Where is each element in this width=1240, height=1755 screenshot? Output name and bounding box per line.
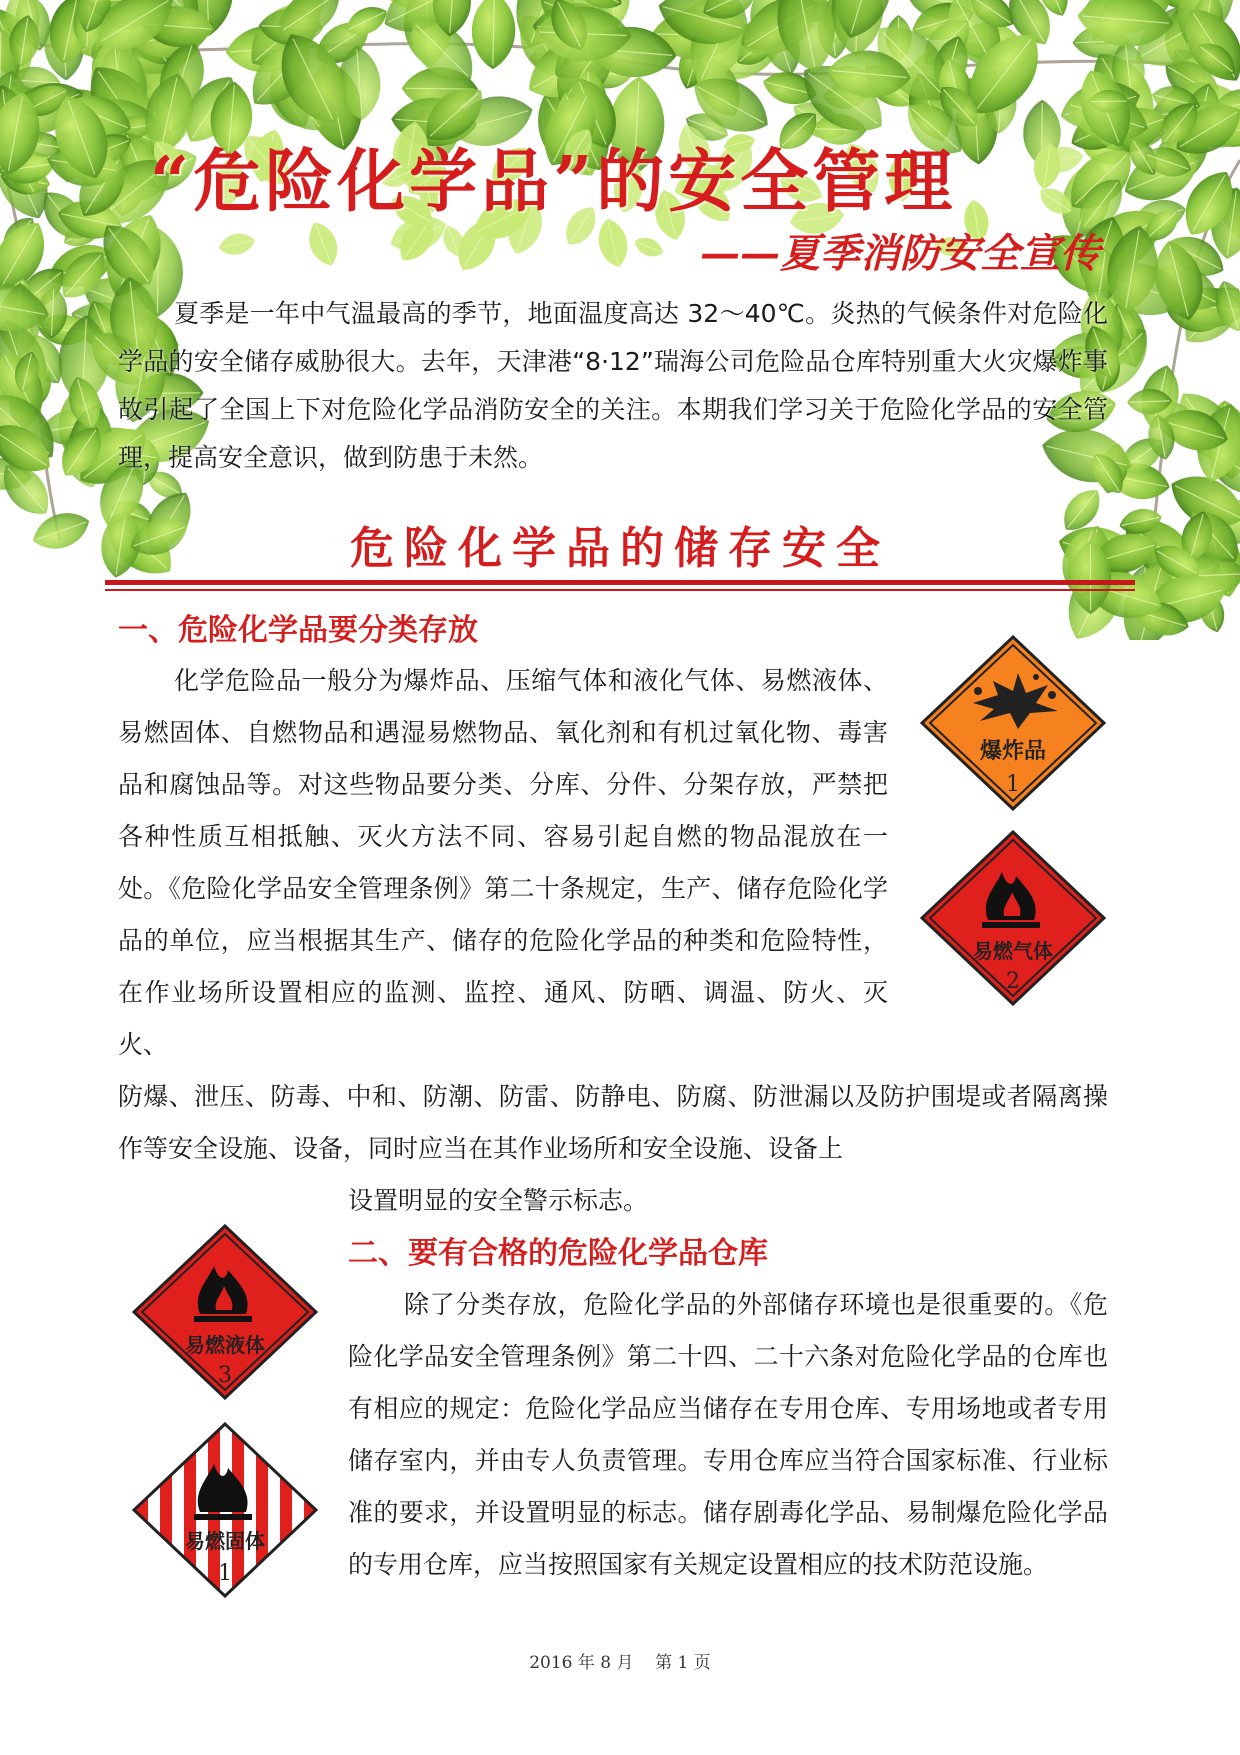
- sign-number: 3: [218, 1363, 232, 1388]
- sign-number: 1: [1006, 772, 1020, 797]
- section1-paragraph-continued: 防爆、泄压、防毒、中和、防潮、防雷、防静电、防腐、防泄漏以及防护围堤或者隔离操作等安全设施、设备，同时应当在其作业场所和安全设施、设备上: [118, 1082, 1108, 1163]
- section2-paragraph: 除了分类存放，危险化学品的外部储存环境也是很重要的。《危险化学品安全管理条例》第二十四、二十六条对危险化学品的仓库也有相应的规定：危险化学品应当储存在专用仓库、专用场地或者专用储存室内，并由专人负责管理。专用仓库应当符合国家标准、行业标准的要求，并设置明显的标志。储存剧毒化学品、易制爆危险化学品的专用仓库，应当按照国家有关规定设置相应的技术防范设施。: [348, 1290, 1108, 1579]
- divider-thick: [105, 580, 1135, 585]
- hazard-sign-flammable-liquid: [130, 1222, 320, 1402]
- sign-label: 易燃气体: [973, 939, 1053, 963]
- sign-label: 爆炸品: [979, 739, 1047, 764]
- sign-number: 1: [218, 1561, 232, 1586]
- sign-number: 2: [1006, 969, 1020, 994]
- page-subtitle: ——夏季消防安全宣传: [700, 230, 1100, 277]
- sign-label: 易燃固体: [185, 1529, 265, 1553]
- hazard-sign-flammable-solid: [130, 1420, 320, 1600]
- hazard-sign-flammable-gas: [918, 828, 1108, 1008]
- divider-thin: [105, 589, 1135, 591]
- sign-label: 易燃液体: [185, 1333, 265, 1357]
- section-title: 危险化学品的储存安全: [350, 523, 890, 574]
- section1-paragraph-end: 设置明显的安全警示标志。: [348, 1186, 649, 1215]
- section2-heading: 二、要有合格的危险化学品仓库: [348, 1236, 768, 1271]
- section1-heading: 一、危险化学品要分类存放: [118, 613, 478, 648]
- hazard-sign-explosive: [918, 633, 1108, 813]
- intro-paragraph: 夏季是一年中气温最高的季节，地面温度高达 32～40℃。炎热的气候条件对危险化学品的安全储存威胁很大。去年，天津港“8·12”瑞海公司危险品仓库特别重大火灾爆炸事故引起了全国上下对危险化学品消防安全的关注。本期我们学习关于危险化学品的安全管理，提高安全意识，做到防患于未然。: [118, 299, 1108, 472]
- page-footer: 2016 年 8 月 第 1 页: [529, 1653, 711, 1673]
- section1-paragraph: 化学危险品一般分为爆炸品、压缩气体和液化气体、易燃液体、易燃固体、自燃物品和遇湿易燃物品、氧化剂和有机过氧化物、毒害品和腐蚀品等。对这些物品要分类、分库、分件、分架存放，严禁把各种性质互相抵触、灭火方法不同、容易引起自燃的物品混放在一处。《危险化学品安全管理条例》第二十条规定，生产、储存危险化学品的单位，应当根据其生产、储存的危险化学品的种类和危险特性，在作业场所设置相应的监测、监控、通风、防晒、调温、防火、灭火、: [118, 666, 888, 1059]
- page-title: “危险化学品”的安全管理: [150, 142, 957, 222]
